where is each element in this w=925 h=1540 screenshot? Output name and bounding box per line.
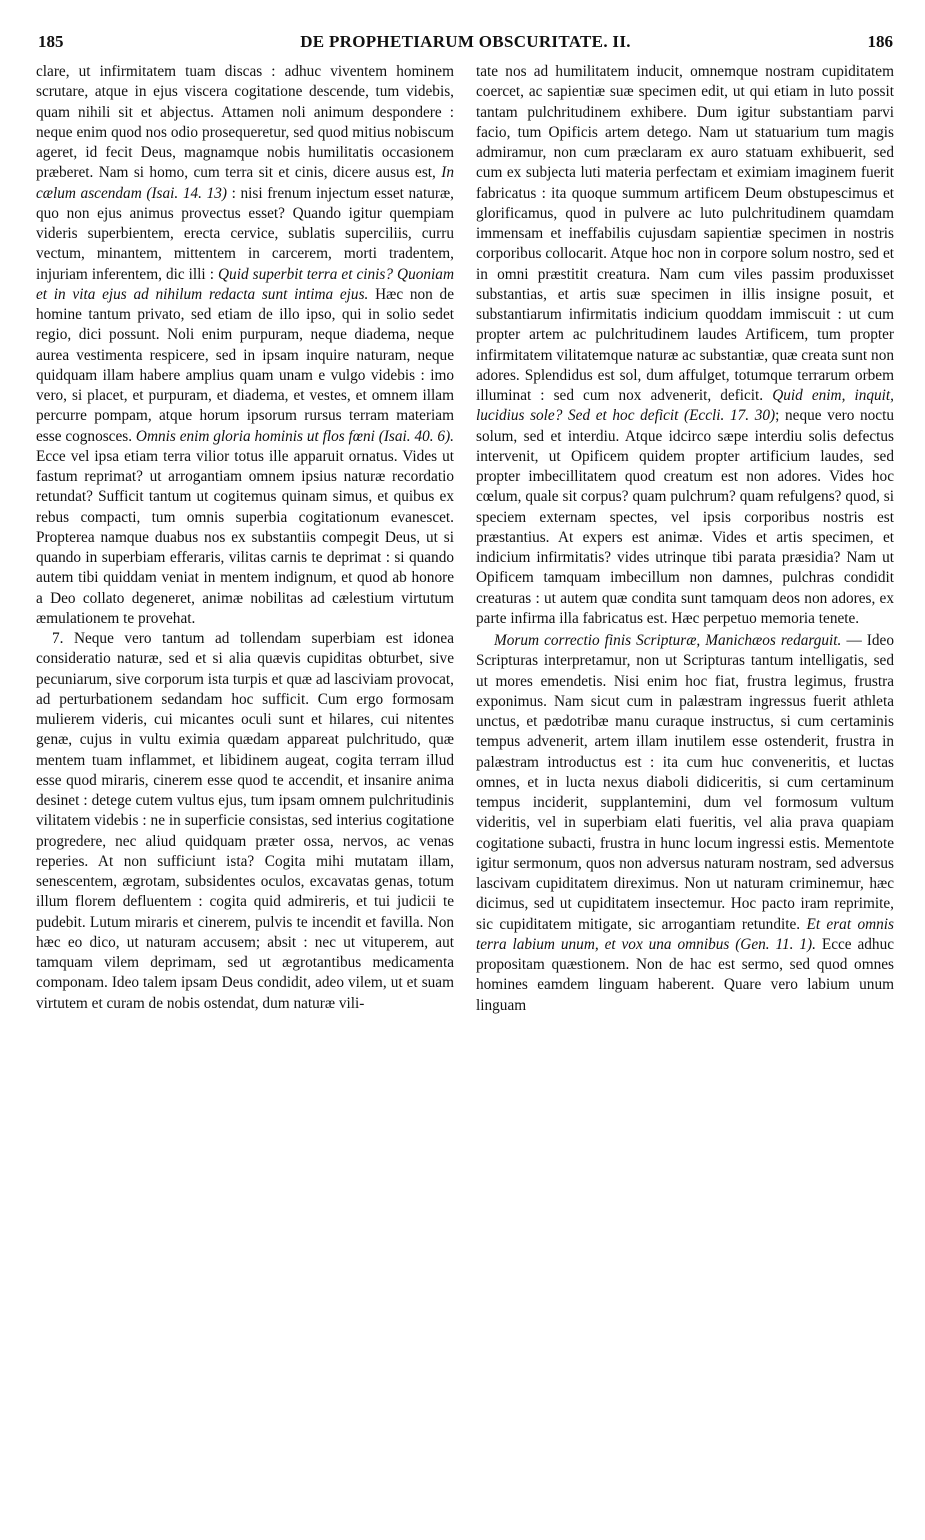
- text-run: ; neque vero noctu solum, sed et interdiu. Atque idcirco sæpe interdiu solis defectus intervenit, ut Opificem quidem propter artificium laudes, sed propter imbecillitatem quod creatum est non adores. Vides hoc cœlum, quale sit corpus? quam pulchrum? quam refulgens? quod, si speciem externam spectes, vel ipsis corporibus nostris est præstantius. At expers est animæ. Vides et artis specimen, et indicium infirmitatis? vides utrinque tibi parata præsidia? Nam ut Opificem tamquam imbecillum non damnes, pulchras condidit creaturas : ut autem quæ condita sunt tamquam deos non adores, ex parte infirma illa fabricatus est. Hæc perpetuo memoria tenete.: [476, 407, 894, 627]
- section-heading: Morum correctio finis Scripturæ, Manichæos redarguit.: [494, 632, 842, 649]
- scripture-quote: Et erat omnis terra labium unum, et vox una omnibus (Gen. 11. 1).: [476, 915, 894, 953]
- left-column: [36, 62, 454, 1527]
- page-number-left: 185: [38, 32, 64, 51]
- running-header: [38, 32, 893, 58]
- paragraph: [36, 62, 454, 629]
- section-paragraph: [476, 631, 894, 1016]
- scripture-quote: Quid superbit terra et cinis? Quoniam et in vita ejus ad nihilum redacta sunt intima ejus.: [36, 265, 454, 303]
- text-run: : nisi frenum injectum esset naturæ, quo non ejus animus provectus esset? Quando igitur quempiam videris superbientem, erecta cervice, sublatis superciliis, curru vectum, minantem, mittentem in carcerem, morti tradentem, injuriam inferentem, dic illi :: [36, 184, 454, 283]
- right-column: [476, 62, 894, 1527]
- text-run: tate nos ad humilitatem inducit, omnemque nostram cupiditatem coercet, ac sapientiæ suæ specimen edit, ut qui etiam in luto possit tantam pulchritudinem exhibere. Dum igitur substantiam parvi facio, tum Opificis artem detego. Nam ut statuarium tum magis admiramur, non cum præclaram ex auro statuam exhibuerit, sed cum ex subjecta luti materia perfectam et eximiam imaginem fuerit fabricatus : ita quoque summum artificem Deum obstupescimus et glorificamus, quod in pulvere ac luto pulchritudinem quamdam immensam et ineffabilis cujusdam sapientiæ specimen in nostris corporibus collocarit. Atque hoc non in corpore solum nostro, sed et in omni præstitit creatura. Nam cum viles passim produxisset substantias, et artis suæ specimen in illis insigne posuit, et substantiarum infirmitatis indicium quoddam immiscuit : ut cum propter artem ac pulchritudinem laudes Artificem, tum propter infirmitatem vilitatemque naturæ ac substantiæ, quæ creata sunt non adores. Splendidus est sol, dum affulget, totumque terrarum orbem illuminat : sed cum nox advenerit, deficit.: [476, 63, 894, 404]
- text-run: Ecce adhuc propositam quæstionem. Non de hac est sermo, sed quod omnes homines eamdem linguam haberent. Quare vero labium unum linguam: [476, 935, 894, 1014]
- paragraph: [476, 62, 894, 629]
- paragraph-7: [36, 629, 454, 1014]
- text-run: 7. Neque vero tantum ad tollendam superbiam est idonea consideratio naturæ, sed et si alia quævis cupiditas obturbet, sive pecuniarum, sive corporum ista turpis et quæ ad lasciviam provocat, ad perturbationem sedandam hoc sufficit. Cum ergo formosam mulierem videris, cui micantes oculi sunt et hilares, cui nitentes genæ, cujus in vultu eximia quædam appareat pulchritudo, quæ mentem tuam inflammet, et libidinem augeat, cogita terram illud esse quod miraris, cinerem esse quod te accendit, et insanire anima desinet : detege cutem vultus ejus, tum ipsam omnem pulchritudinis vilitatem videbis : ne in superficie consistas, sed interius cogitatione progredere, nec aliud quidquam præter ossa, nervos, ac venas reperies. At non sufficiunt ista? Cogita mihi mutatam illam, senescentem, ægrotam, subsidentes oculos, excavatas genas, totum illum florem defluentem : cogita quid admireris, et tui judicii te pudebit. Lutum miraris et cinerem, pulvis te incendit et favilla. Non hæc eo dico, ut naturam accusem; absit : nec ut vituperem, aut tamquam vilem deprimam, sed ut ægrotantibus medicamenta componam. Ideo talem ipsam Deus condidit, adeo vilem, ut et suam virtutem et curam de nobis ostendat, dum naturæ vili-: [36, 630, 454, 1012]
- scripture-quote: In cælum ascendam (Isai. 14. 13): [36, 164, 454, 202]
- running-title: DE PROPHETIARUM OBSCURITATE. II.: [300, 32, 631, 51]
- em-dash: —: [846, 632, 862, 649]
- text-run: Hæc non de homine tantum privato, sed etiam de illo ipso, qui in solio sedet regio, dici possunt. Noli enim purpuram, neque diadema, neque aurea vestimenta respicere, sed in ipsam inquire naturam, neque quidquam illam habere amplius quam unam e vulgo videbis : imo vero, si placet, et purpuram, et diadema, et vestes, et omnem illam percurre pompam, atque horum ipsorum rursus terram materiam esse cognosces.: [36, 285, 454, 445]
- page-number-right: 186: [867, 32, 893, 51]
- scripture-quote: Quid enim, inquit, lucidius sole? Sed et hoc deficit (Eccli. 17. 30): [476, 387, 894, 425]
- text-run: clare, ut infirmitatem tuam discas : adhuc viventem hominem scrutare, atque in ejus viscera cogitatione descende, tum videbis, quam nihili sit et abjectus. Attamen noli animum despondere : neque enim quod nos odio prosequeretur, sed quod mitius nobiscum ageret, id fecit Deus, magnamque nobis humilitatis occasionem præberet. Nam si homo, cum terra sit et cinis, dicere ausus est,: [36, 63, 454, 182]
- scripture-quote: Omnis enim gloria hominis ut flos fœni (Isai. 40. 6).: [135, 427, 454, 445]
- text-run: Ideo Scripturas interpretamur, non ut Scripturas tantum intelligatis, sed ut mores emendetis. Nisi enim hoc fiat, frustra legimus, frustra exponimus. Nam sicut cum in palæstram ingressus fuerit athleta unctus, et pædotribæ manu curaque instructus, si cum certaminis tempus advenerit, artem illam inutilem esse ostenderit, frustra in palæstram introductus est : ita cum huc conveneritis, et luctas omnes, et in lucta nexus diaboli didiceritis, si cum certaminum tempus inciderit, supplantemini, dum vel formosum vultum videritis, vel in superbiam elati fueritis, vel alia prava quapiam cogitatione subacti, frustra in hunc locum ingressi estis. Mementote igitur sermonum, quos non adversus naturam nostram, sed adversus lascivam cupiditatem direximus. Non ut naturam criminemur, hæc dicimus, sed ut cupiditatem insectemur. Hoc pacto iram reprimite, sic cupiditatem mitigate, sic arrogantiam retundite.: [476, 632, 894, 933]
- text-run: Ecce vel ipsa etiam terra vilior totus ille apparuit ornatus. Vides ut fastum reprimat? ut arrogantiam omnem ipsius naturæ recordatio retundat? Sufficit tantum ut cogitemus quinam simus, et quibus ex rebus compacti, tum omnis superbia cogitationum evanescet. Propterea namque duabus nos ex substantiis compegit Deus, ut si quando in superbiam efferaris, vilitas carnis te deprimat : si quando autem tibi quiddam veniat in mentem indignum, et quod ab honore a Deo collato degeneret, animæ nobilitas ad cælestium virtutum æmulationem te provehat.: [36, 447, 454, 627]
